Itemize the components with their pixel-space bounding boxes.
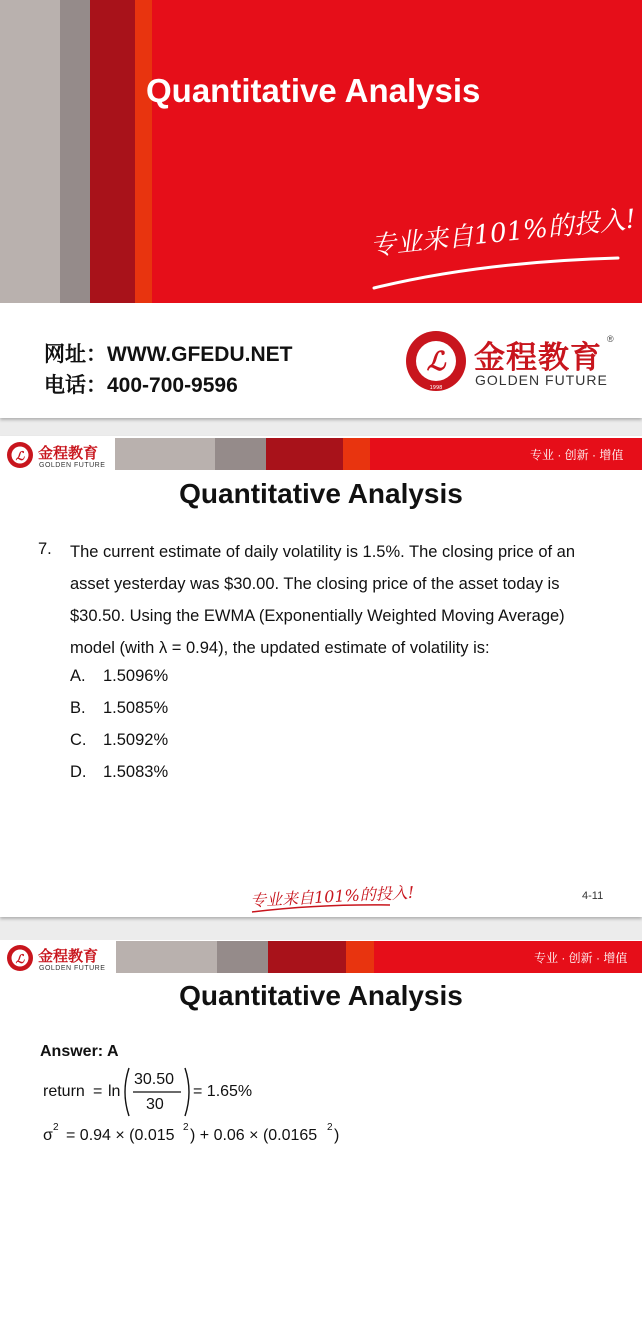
option-b: B. 1.5085% (70, 699, 169, 717)
slogan-swoosh (360, 248, 620, 293)
header-stripe-light-gray (115, 438, 215, 470)
exponent-2: 2 (327, 1122, 333, 1133)
page-number: 4-11 (582, 890, 604, 902)
brand-name-en: GOLDEN FUTURE (475, 372, 608, 388)
header-brand-cn: 金程教育 (38, 445, 99, 462)
cover-slide (0, 0, 642, 418)
return-result: = 1.65% (193, 1083, 253, 1100)
svg-text:ℒ: ℒ (15, 952, 25, 966)
variance-part2: ) + 0.06 × (0.0165 (190, 1127, 318, 1144)
header-logo-icon (6, 441, 34, 469)
golden-future-logo-icon (404, 329, 468, 393)
option-c: C. 1.5092% (70, 731, 169, 749)
registered-mark: ® (607, 334, 614, 344)
question-slide-title: Quantitative Analysis (179, 478, 463, 509)
header-stripe-gray (215, 438, 266, 470)
header-stripe-orange (346, 941, 374, 973)
header-tagline: 专业 · 创新 · 增值 (534, 951, 628, 965)
stripe-light-gray (0, 0, 60, 303)
stripe-orange (135, 0, 152, 303)
ln-symbol: ln (108, 1083, 121, 1100)
question-text: The current estimate of daily volatility is 1.5%. The closing price of an asset yesterday was $30.00. The closing price of the asset today is $30.50. Using the EWMA (Exponentially Weighted Moving Average) model (with λ = 0.94), the updated estimate of volatility is: (70, 543, 576, 657)
exponent-1: 2 (183, 1122, 189, 1133)
fraction-numerator: 30.50 (134, 1071, 175, 1088)
header-logo-icon (6, 944, 34, 972)
header-stripe-dark-red (266, 438, 343, 470)
brand-name-cn: 金程教育 (474, 340, 602, 375)
option-d: D. 1.5083% (70, 763, 169, 781)
header-stripe-gray (217, 941, 268, 973)
header-stripe-light-gray (116, 941, 217, 973)
stripe-dark-red (90, 0, 135, 303)
header-brand-en: GOLDEN FUTURE (39, 462, 106, 469)
variance-close: ) (334, 1127, 340, 1144)
fraction-denominator: 30 (146, 1096, 164, 1113)
svg-text:1998: 1998 (429, 385, 443, 391)
header-stripe-orange (343, 438, 370, 470)
svg-text:ℒ: ℒ (15, 449, 25, 463)
option-a: A. 1.5096% (70, 667, 169, 685)
sigma-symbol: σ (43, 1127, 53, 1144)
stripe-gray (60, 0, 90, 303)
sigma-exponent: 2 (53, 1122, 59, 1133)
svg-text:ℒ: ℒ (426, 347, 446, 377)
footer-slogan: 专业来自101%的投入! (249, 882, 415, 911)
cover-title: Quantitative Analysis (146, 72, 481, 109)
footer-swoosh (248, 902, 393, 914)
answer-slide-title: Quantitative Analysis (179, 980, 463, 1011)
cover-slogan: 专业来自101%的投入! (368, 204, 638, 263)
question-number: 7. (38, 540, 52, 558)
variance-part1: = 0.94 × (0.015 (66, 1127, 175, 1144)
answer-label: Answer: A (40, 1043, 119, 1060)
header-brand-cn: 金程教育 (38, 948, 99, 965)
header-brand-en: GOLDEN FUTURE (39, 965, 106, 972)
return-label: return (43, 1083, 85, 1100)
header-stripe-dark-red (268, 941, 346, 973)
header-tagline: 专业 · 创新 · 增值 (530, 448, 624, 462)
website-text: 网址：WWW.GFEDU.NET (44, 343, 293, 366)
phone-text: 电话：400-700-9596 (44, 374, 238, 397)
return-equals: = (93, 1083, 103, 1100)
